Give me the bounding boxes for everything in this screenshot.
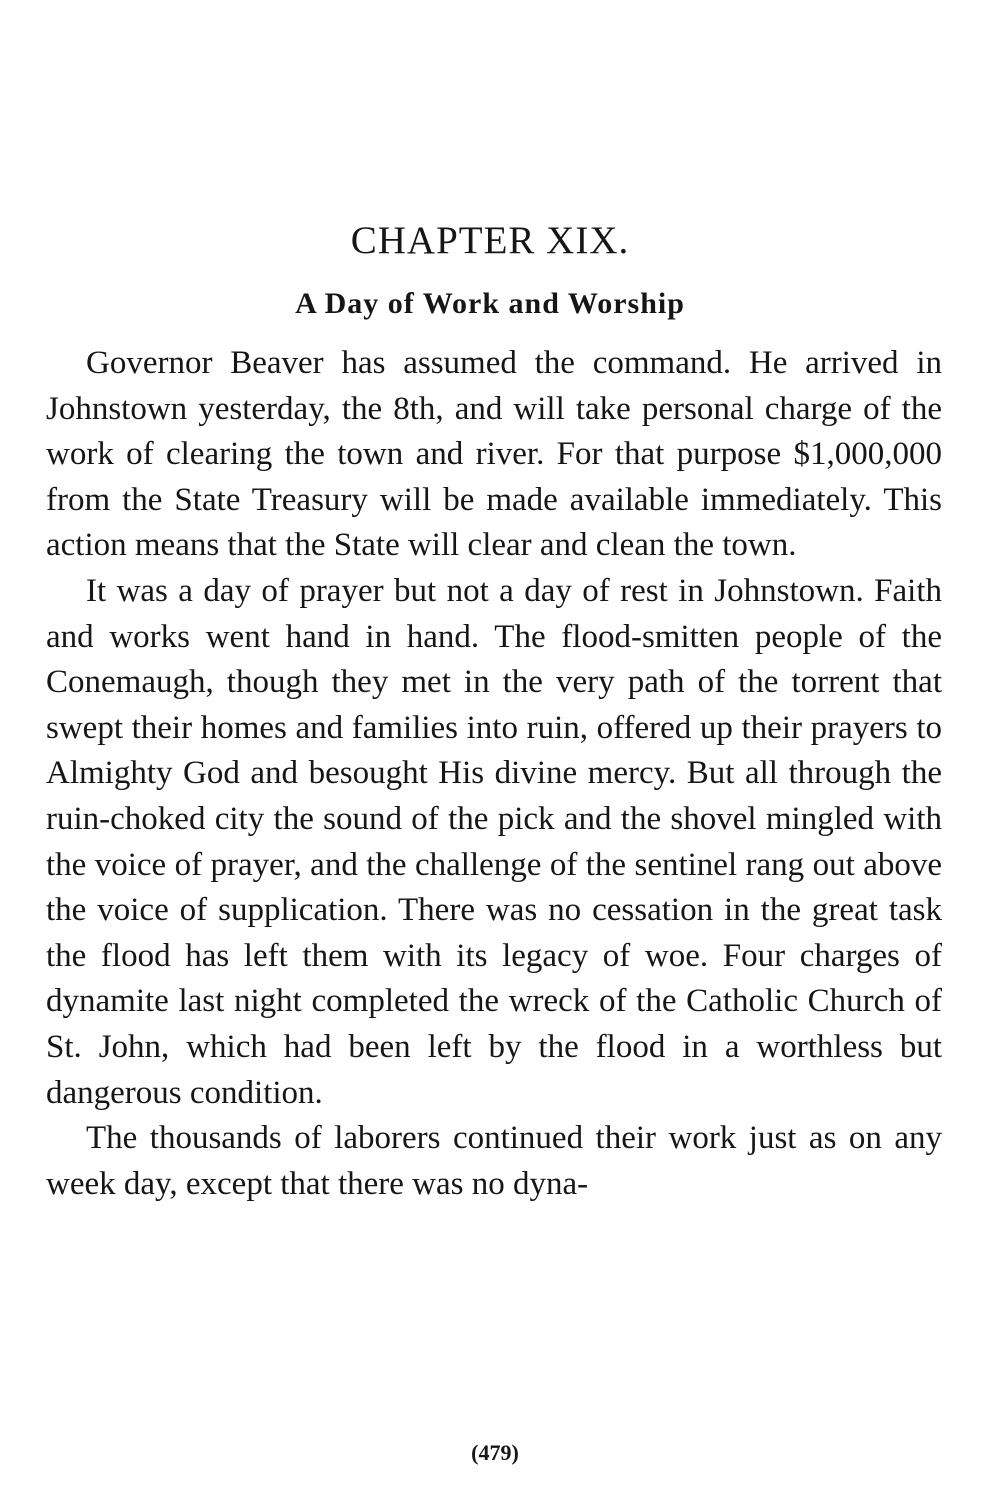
- chapter-title: CHAPTER XIX.: [350, 219, 630, 262]
- page-number: (479): [471, 1440, 519, 1465]
- chapter-subtitle: A Day of Work and Worship: [295, 287, 685, 320]
- paragraph-3: The thousands of laborers continued their work just as on any week day, except that there was no dyna-: [46, 1120, 942, 1202]
- paragraph-1: Governor Beaver has assumed the command. He arrived in Johnstown yesterday, the 8th, and will take personal charge of the work of clearing the town and river. For that purpose $1,000,000 from the State Treasury will be made available immediately. This action means that the State will clear and clean the town.: [46, 345, 942, 564]
- paragraph-2: It was a day of prayer but not a day of rest in Johnstown. Faith and works went hand in hand. The flood-smitten people of the Conemaugh, though they met in the very path of the torrent that swept their homes and families into ruin, offered up their prayers to Almighty God and besought His divine mercy. But all through the ruin-choked city the sound of the pick and the shovel mingled with the voice of prayer, and the challenge of the sentinel rang out above the voice of supplication. There was no cessation in the great task the flood has left them with its legacy of woe. Four charges of dynamite last night completed the wreck of the Catholic Church of St. John, which had been left by the flood in a worthless but dangerous condition.: [46, 572, 942, 1111]
- body-text: [46, 341, 942, 1207]
